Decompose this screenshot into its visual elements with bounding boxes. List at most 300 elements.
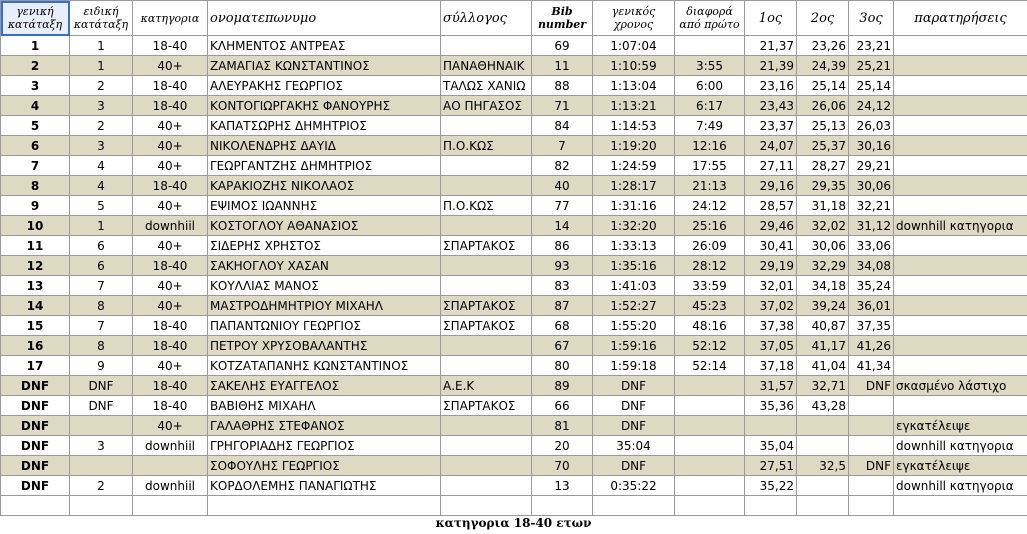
cell-name[interactable]: ΣΑΚΕΛΗΣ ΕΥΑΓΓΕΛΟΣ [208,376,441,396]
cell-notes[interactable] [894,116,1027,136]
cell-category-rank[interactable]: 6 [70,256,133,276]
header-notes[interactable]: παρατηρήσεις [894,1,1027,36]
cell-lap3[interactable] [849,436,894,456]
cell-lap1[interactable]: 35,04 [745,436,797,456]
cell-lap2[interactable]: 43,28 [797,396,849,416]
cell-name[interactable]: ΚΟΡΔΟΛΕΜΗΣ ΠΑΝΑΓΙΩΤΗΣ [208,476,441,496]
cell-notes[interactable]: downhill κατηγορια [894,216,1027,236]
cell-lap2[interactable]: 26,06 [797,96,849,116]
cell-overall-rank[interactable]: 2 [1,56,70,76]
cell-total-time[interactable]: 1:59:18 [593,356,675,376]
cell-overall-rank[interactable]: DNF [1,476,70,496]
cell-lap3[interactable]: 33,06 [849,236,894,256]
cell-lap3[interactable]: 37,35 [849,316,894,336]
cell-lap1[interactable]: 23,43 [745,96,797,116]
cell-gap[interactable]: 48:16 [675,316,745,336]
cell-bib[interactable]: 89 [532,376,593,396]
cell-lap1[interactable]: 37,18 [745,356,797,376]
cell-bib[interactable]: 7 [532,136,593,156]
cell-lap2[interactable] [797,436,849,456]
cell-lap2[interactable]: 32,29 [797,256,849,276]
cell-lap1[interactable]: 21,39 [745,56,797,76]
cell-gap[interactable]: 3:55 [675,56,745,76]
cell-category-rank[interactable]: DNF [70,376,133,396]
cell-overall-rank[interactable]: DNF [1,416,70,436]
cell-total-time[interactable]: 1:35:16 [593,256,675,276]
cell-lap1[interactable]: 35,36 [745,396,797,416]
cell-lap3[interactable]: 23,21 [849,36,894,56]
cell-lap1[interactable]: 24,07 [745,136,797,156]
header-category-rank[interactable]: ειδική κατάταξη [70,1,133,36]
cell-name[interactable]: ΓΕΩΡΓΑΝΤΖΗΣ ΔΗΜΗΤΡΙΟΣ [208,156,441,176]
cell-notes[interactable] [894,156,1027,176]
cell-category-rank[interactable]: 5 [70,196,133,216]
cell-name[interactable]: ΓΡΗΓΟΡΙΑΔΗΣ ΓΕΩΡΓΙΟΣ [208,436,441,456]
cell-gap[interactable]: 7:49 [675,116,745,136]
cell-category-rank[interactable]: 1 [70,36,133,56]
empty-cell[interactable] [133,496,208,516]
cell-bib[interactable]: 11 [532,56,593,76]
cell-club[interactable]: ΠΑΝΑΘΗΝΑΙΚ [441,56,532,76]
cell-gap[interactable] [675,456,745,476]
header-name[interactable]: ονοματεπωνυμο [208,1,441,36]
cell-gap[interactable] [675,436,745,456]
cell-lap2[interactable] [797,476,849,496]
cell-name[interactable]: ΚΟΤΖΑΤΑΠΑΝΗΣ ΚΩΝΣΤΑΝΤΙΝΟΣ [208,356,441,376]
cell-category[interactable]: 40+ [133,196,208,216]
cell-total-time[interactable]: DNF [593,456,675,476]
cell-gap[interactable]: 45:23 [675,296,745,316]
header-lap2[interactable]: 2ος [797,1,849,36]
cell-bib[interactable]: 81 [532,416,593,436]
cell-total-time[interactable]: 35:04 [593,436,675,456]
cell-lap2[interactable]: 24,39 [797,56,849,76]
cell-lap1[interactable] [745,416,797,436]
cell-lap1[interactable]: 37,38 [745,316,797,336]
cell-gap[interactable] [675,476,745,496]
cell-lap1[interactable]: 30,41 [745,236,797,256]
cell-lap2[interactable]: 41,17 [797,336,849,356]
cell-overall-rank[interactable]: 13 [1,276,70,296]
cell-overall-rank[interactable]: 8 [1,176,70,196]
cell-name[interactable]: ΣΙΔΕΡΗΣ ΧΡΗΣΤΟΣ [208,236,441,256]
cell-total-time[interactable]: 1:28:17 [593,176,675,196]
cell-total-time[interactable]: 1:52:27 [593,296,675,316]
cell-club[interactable]: Π.Ο.ΚΩΣ [441,196,532,216]
cell-lap2[interactable]: 25,37 [797,136,849,156]
cell-category[interactable]: 40+ [133,56,208,76]
cell-notes[interactable]: σκασμένο λάστιχο [894,376,1027,396]
cell-name[interactable]: ΒΑΒΙΘΗΣ ΜΙΧΑΗΛ [208,396,441,416]
cell-club[interactable] [441,476,532,496]
cell-club[interactable]: ΣΠΑΡΤΑΚΟΣ [441,296,532,316]
empty-cell[interactable] [675,496,745,516]
cell-category-rank[interactable]: 3 [70,96,133,116]
cell-lap1[interactable]: 23,16 [745,76,797,96]
cell-notes[interactable] [894,276,1027,296]
empty-cell[interactable] [532,496,593,516]
cell-lap1[interactable]: 35,22 [745,476,797,496]
cell-lap3[interactable] [849,396,894,416]
cell-category-rank[interactable]: 8 [70,296,133,316]
cell-total-time[interactable]: DNF [593,416,675,436]
cell-category-rank[interactable]: 3 [70,436,133,456]
cell-club[interactable] [441,356,532,376]
cell-overall-rank[interactable]: 14 [1,296,70,316]
cell-gap[interactable]: 24:12 [675,196,745,216]
cell-total-time[interactable]: 1:13:04 [593,76,675,96]
cell-lap3[interactable]: 41,26 [849,336,894,356]
cell-bib[interactable]: 14 [532,216,593,236]
cell-notes[interactable]: downhill κατηγορια [894,476,1027,496]
cell-total-time[interactable]: 1:32:20 [593,216,675,236]
cell-category[interactable]: 18-40 [133,96,208,116]
cell-lap3[interactable]: 41,34 [849,356,894,376]
cell-lap1[interactable]: 28,57 [745,196,797,216]
empty-cell[interactable] [1,496,70,516]
cell-total-time[interactable]: 1:10:59 [593,56,675,76]
cell-bib[interactable]: 84 [532,116,593,136]
cell-notes[interactable]: εγκατέλειψε [894,416,1027,436]
cell-name[interactable]: ΜΑΣΤΡΟΔΗΜΗΤΡΙΟΥ ΜΙΧΑΗΛ [208,296,441,316]
cell-club[interactable]: Π.Ο.ΚΩΣ [441,136,532,156]
cell-category[interactable]: 40+ [133,156,208,176]
cell-category-rank[interactable]: 2 [70,116,133,136]
cell-lap2[interactable] [797,416,849,436]
empty-cell[interactable] [745,496,797,516]
cell-name[interactable]: ΓΑΛΑΘΡΗΣ ΣΤΕΦΑΝΟΣ [208,416,441,436]
header-club[interactable]: σύλλογος [441,1,532,36]
cell-lap1[interactable]: 37,02 [745,296,797,316]
cell-category[interactable]: 18-40 [133,376,208,396]
cell-bib[interactable]: 86 [532,236,593,256]
cell-category-rank[interactable]: 1 [70,216,133,236]
cell-lap3[interactable]: 34,08 [849,256,894,276]
cell-notes[interactable] [894,356,1027,376]
empty-cell[interactable] [70,496,133,516]
cell-gap[interactable]: 17:55 [675,156,745,176]
cell-category-rank[interactable]: 4 [70,176,133,196]
cell-notes[interactable] [894,96,1027,116]
cell-notes[interactable] [894,56,1027,76]
cell-category[interactable]: 18-40 [133,316,208,336]
cell-category[interactable]: 40+ [133,296,208,316]
cell-name[interactable]: ΚΑΡΑΚΙΟΖΗΣ ΝΙΚΟΛΑΟΣ [208,176,441,196]
cell-gap[interactable]: 25:16 [675,216,745,236]
cell-gap[interactable] [675,36,745,56]
cell-name[interactable]: ΚΟΝΤΟΓΙΩΡΓΑΚΗΣ ΦΑΝΟΥΡΗΣ [208,96,441,116]
cell-bib[interactable]: 77 [532,196,593,216]
cell-category-rank[interactable] [70,416,133,436]
cell-gap[interactable]: 33:59 [675,276,745,296]
cell-gap[interactable]: 12:16 [675,136,745,156]
cell-category-rank[interactable]: 3 [70,136,133,156]
cell-total-time[interactable]: 1:41:03 [593,276,675,296]
header-lap1[interactable]: 1ος [745,1,797,36]
cell-club[interactable] [441,36,532,56]
cell-category[interactable] [133,456,208,476]
cell-club[interactable]: ΣΠΑΡΤΑΚΟΣ [441,236,532,256]
cell-lap3[interactable]: DNF [849,456,894,476]
cell-bib[interactable]: 13 [532,476,593,496]
cell-overall-rank[interactable]: 11 [1,236,70,256]
cell-lap3[interactable]: 31,12 [849,216,894,236]
cell-lap3[interactable]: 24,12 [849,96,894,116]
cell-name[interactable]: ΖΑΜΑΓΙΑΣ ΚΩΝΣΤΑΝΤΙΝΟΣ [208,56,441,76]
cell-category-rank[interactable]: 7 [70,276,133,296]
cell-lap1[interactable]: 29,46 [745,216,797,236]
cell-category-rank[interactable]: 8 [70,336,133,356]
cell-bib[interactable]: 80 [532,356,593,376]
cell-category[interactable]: 18-40 [133,336,208,356]
cell-overall-rank[interactable]: 12 [1,256,70,276]
cell-name[interactable]: ΕΨΙΜΟΣ ΙΩΑΝΝΗΣ [208,196,441,216]
cell-notes[interactable] [894,396,1027,416]
cell-gap[interactable]: 28:12 [675,256,745,276]
cell-bib[interactable]: 87 [532,296,593,316]
cell-overall-rank[interactable]: 7 [1,156,70,176]
cell-notes[interactable] [894,76,1027,96]
cell-bib[interactable]: 40 [532,176,593,196]
cell-name[interactable]: ΠΕΤΡΟΥ ΧΡΥΣΟΒΑΛΑΝΤΗΣ [208,336,441,356]
cell-overall-rank[interactable]: DNF [1,436,70,456]
cell-overall-rank[interactable]: 16 [1,336,70,356]
cell-bib[interactable]: 93 [532,256,593,276]
cell-bib[interactable]: 70 [532,456,593,476]
cell-notes[interactable] [894,176,1027,196]
cell-notes[interactable] [894,256,1027,276]
cell-overall-rank[interactable]: 3 [1,76,70,96]
cell-category-rank[interactable]: 9 [70,356,133,376]
cell-category-rank[interactable]: DNF [70,396,133,416]
cell-category-rank[interactable] [70,456,133,476]
cell-lap2[interactable]: 40,87 [797,316,849,336]
cell-lap3[interactable]: DNF [849,376,894,396]
cell-category[interactable]: 40+ [133,116,208,136]
cell-club[interactable]: ΣΠΑΡΤΑΚΟΣ [441,316,532,336]
cell-bib[interactable]: 71 [532,96,593,116]
cell-club[interactable]: Α.Ε.Κ [441,376,532,396]
header-total-time[interactable]: γενικός χρονος [593,1,675,36]
cell-lap1[interactable]: 21,37 [745,36,797,56]
cell-bib[interactable]: 69 [532,36,593,56]
cell-total-time[interactable]: 1:19:20 [593,136,675,156]
cell-bib[interactable]: 82 [532,156,593,176]
cell-lap2[interactable]: 23,26 [797,36,849,56]
cell-category-rank[interactable]: 6 [70,236,133,256]
cell-total-time[interactable]: 1:13:21 [593,96,675,116]
cell-category[interactable]: 40+ [133,236,208,256]
cell-lap2[interactable]: 28,27 [797,156,849,176]
cell-lap2[interactable]: 41,04 [797,356,849,376]
header-bib[interactable]: Bib number [532,1,593,36]
cell-total-time[interactable]: 1:31:16 [593,196,675,216]
cell-total-time[interactable]: 1:24:59 [593,156,675,176]
cell-bib[interactable]: 83 [532,276,593,296]
cell-lap2[interactable]: 34,18 [797,276,849,296]
cell-bib[interactable]: 20 [532,436,593,456]
cell-category[interactable]: 18-40 [133,256,208,276]
cell-club[interactable] [441,256,532,276]
cell-name[interactable]: ΣΑΚΗΟΓΛΟΥ ΧΑΣΑΝ [208,256,441,276]
cell-club[interactable] [441,436,532,456]
cell-notes[interactable] [894,296,1027,316]
cell-total-time[interactable]: DNF [593,396,675,416]
cell-gap[interactable]: 21:13 [675,176,745,196]
cell-total-time[interactable]: DNF [593,376,675,396]
cell-lap1[interactable]: 27,51 [745,456,797,476]
cell-club[interactable] [441,456,532,476]
header-lap3[interactable]: 3ος [849,1,894,36]
cell-category[interactable]: 40+ [133,276,208,296]
cell-category[interactable]: 40+ [133,416,208,436]
cell-lap3[interactable] [849,416,894,436]
cell-lap2[interactable]: 29,35 [797,176,849,196]
cell-category[interactable]: 40+ [133,136,208,156]
cell-name[interactable]: ΝΙΚΟΛΕΝΔΡΗΣ ΔΑΥΙΔ [208,136,441,156]
cell-name[interactable]: ΣΟΦΟΥΛΗΣ ΓΕΩΡΓΙΟΣ [208,456,441,476]
cell-overall-rank[interactable]: 5 [1,116,70,136]
header-category[interactable]: κατηγορια [133,1,208,36]
cell-notes[interactable]: εγκατέλειψε [894,456,1027,476]
cell-bib[interactable]: 67 [532,336,593,356]
cell-lap3[interactable]: 30,16 [849,136,894,156]
cell-lap2[interactable]: 39,24 [797,296,849,316]
cell-category[interactable]: downhiil [133,436,208,456]
cell-lap2[interactable]: 25,14 [797,76,849,96]
cell-notes[interactable] [894,236,1027,256]
cell-total-time[interactable]: 0:35:22 [593,476,675,496]
cell-lap3[interactable]: 25,21 [849,56,894,76]
empty-cell[interactable] [849,496,894,516]
cell-overall-rank[interactable]: 9 [1,196,70,216]
cell-total-time[interactable]: 1:14:53 [593,116,675,136]
empty-cell[interactable] [894,496,1027,516]
header-gap[interactable]: διαφορά από πρώτο [675,1,745,36]
cell-total-time[interactable]: 1:07:04 [593,36,675,56]
cell-lap1[interactable]: 23,37 [745,116,797,136]
cell-lap3[interactable]: 26,03 [849,116,894,136]
cell-total-time[interactable]: 1:33:13 [593,236,675,256]
cell-overall-rank[interactable]: 10 [1,216,70,236]
cell-lap1[interactable]: 27,11 [745,156,797,176]
cell-lap1[interactable]: 32,01 [745,276,797,296]
cell-club[interactable] [441,156,532,176]
cell-club[interactable] [441,216,532,236]
cell-category[interactable]: 18-40 [133,36,208,56]
cell-club[interactable] [441,116,532,136]
cell-category[interactable]: downhiil [133,476,208,496]
cell-notes[interactable] [894,196,1027,216]
cell-lap3[interactable]: 30,06 [849,176,894,196]
cell-name[interactable]: ΚΑΠΑΤΣΩΡΗΣ ΔΗΜΗΤΡΙΟΣ [208,116,441,136]
empty-cell[interactable] [593,496,675,516]
cell-bib[interactable]: 88 [532,76,593,96]
cell-name[interactable]: ΚΟΣΤΟΓΛΟΥ ΑΘΑΝΑΣΙΟΣ [208,216,441,236]
cell-category-rank[interactable]: 1 [70,56,133,76]
empty-cell[interactable] [208,496,441,516]
cell-total-time[interactable]: 1:59:16 [593,336,675,356]
cell-notes[interactable]: downhill κατηγορια [894,436,1027,456]
cell-category-rank[interactable]: 4 [70,156,133,176]
cell-name[interactable]: ΚΟΥΛΛΙΑΣ ΜΑΝΟΣ [208,276,441,296]
cell-notes[interactable] [894,316,1027,336]
cell-lap1[interactable]: 29,19 [745,256,797,276]
cell-lap2[interactable]: 32,5 [797,456,849,476]
cell-gap[interactable] [675,376,745,396]
cell-lap3[interactable]: 25,14 [849,76,894,96]
cell-notes[interactable] [894,36,1027,56]
cell-gap[interactable]: 52:12 [675,336,745,356]
cell-club[interactable]: ΤΑΛΩΣ ΧΑΝΙΩ [441,76,532,96]
cell-club[interactable] [441,416,532,436]
cell-lap2[interactable]: 30,06 [797,236,849,256]
cell-gap[interactable]: 6:17 [675,96,745,116]
cell-gap[interactable] [675,396,745,416]
cell-name[interactable]: ΠΑΠΑΝΤΩΝΙΟΥ ΓΕΩΡΓΙΟΣ [208,316,441,336]
cell-overall-rank[interactable]: 6 [1,136,70,156]
cell-notes[interactable] [894,336,1027,356]
empty-cell[interactable] [441,496,532,516]
cell-lap3[interactable]: 36,01 [849,296,894,316]
cell-overall-rank[interactable]: DNF [1,376,70,396]
cell-overall-rank[interactable]: 1 [1,36,70,56]
cell-category[interactable]: 18-40 [133,396,208,416]
cell-lap2[interactable]: 25,13 [797,116,849,136]
cell-club[interactable] [441,176,532,196]
empty-cell[interactable] [797,496,849,516]
cell-category-rank[interactable]: 2 [70,76,133,96]
cell-club[interactable] [441,336,532,356]
cell-overall-rank[interactable]: 15 [1,316,70,336]
cell-gap[interactable]: 26:09 [675,236,745,256]
cell-total-time[interactable]: 1:55:20 [593,316,675,336]
cell-category-rank[interactable]: 2 [70,476,133,496]
cell-lap1[interactable]: 37,05 [745,336,797,356]
cell-lap3[interactable]: 32,21 [849,196,894,216]
cell-overall-rank[interactable]: DNF [1,456,70,476]
cell-bib[interactable]: 66 [532,396,593,416]
header-overall-rank[interactable]: γενική κατάταξη [1,1,70,36]
cell-notes[interactable] [894,136,1027,156]
cell-category[interactable]: 18-40 [133,176,208,196]
cell-gap[interactable]: 52:14 [675,356,745,376]
cell-lap3[interactable]: 35,24 [849,276,894,296]
cell-lap3[interactable]: 29,21 [849,156,894,176]
cell-overall-rank[interactable]: 4 [1,96,70,116]
cell-club[interactable]: ΣΠΑΡΤΑΚΟΣ [441,396,532,416]
cell-lap1[interactable]: 31,57 [745,376,797,396]
cell-lap3[interactable] [849,476,894,496]
cell-gap[interactable] [675,416,745,436]
cell-category-rank[interactable]: 7 [70,316,133,336]
cell-category[interactable]: downhiil [133,216,208,236]
cell-overall-rank[interactable]: 17 [1,356,70,376]
cell-category[interactable]: 18-40 [133,76,208,96]
cell-name[interactable]: ΑΛΕΥΡΑΚΗΣ ΓΕΩΡΓΙΟΣ [208,76,441,96]
cell-lap2[interactable]: 32,71 [797,376,849,396]
cell-gap[interactable]: 6:00 [675,76,745,96]
cell-club[interactable] [441,276,532,296]
cell-overall-rank[interactable]: DNF [1,396,70,416]
cell-bib[interactable]: 68 [532,316,593,336]
cell-club[interactable]: ΑΟ ΠΗΓΑΣΟΣ [441,96,532,116]
cell-lap2[interactable]: 32,02 [797,216,849,236]
cell-lap1[interactable]: 29,16 [745,176,797,196]
cell-lap2[interactable]: 31,18 [797,196,849,216]
cell-name[interactable]: ΚΛΗΜΕΝΤΟΣ ΑΝΤΡΕΑΣ [208,36,441,56]
cell-category[interactable]: 40+ [133,356,208,376]
